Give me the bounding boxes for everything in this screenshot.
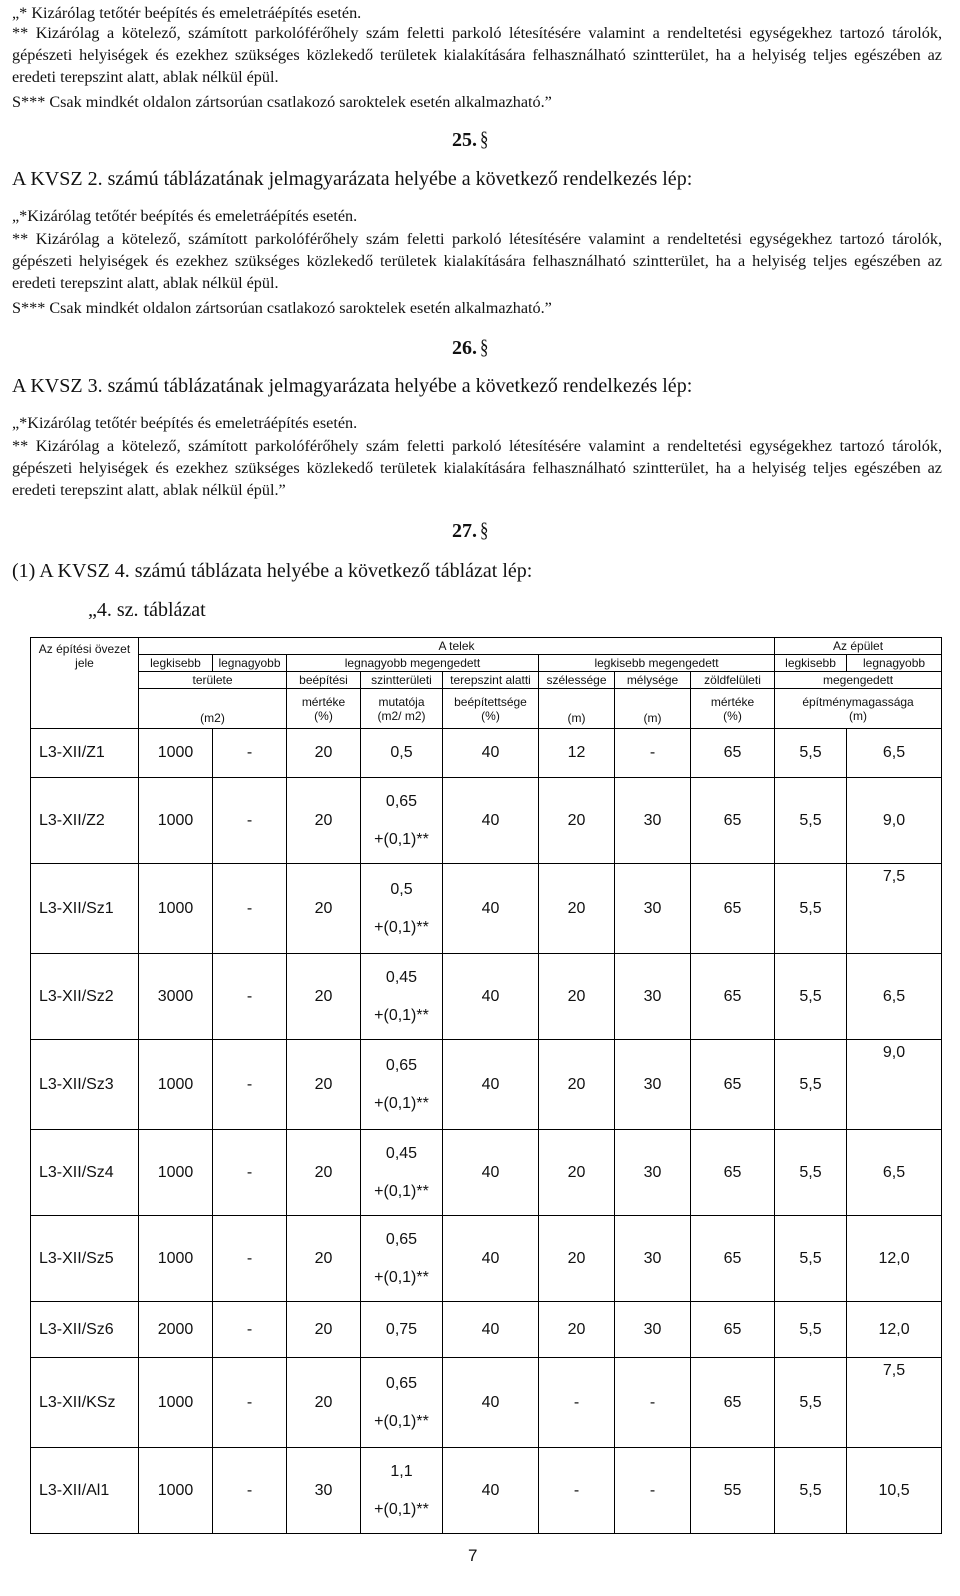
floor-area-ratio-cell [361,778,443,864]
max-area-cell: - [213,954,287,1040]
green-area-cell: 65 [691,778,775,864]
underground-ratio-cell: 40 [443,1448,539,1534]
s25-footnote-2: ** Kizárólag a kötelező, számított parkolóférőhely szám feletti parkoló létesítésére valamint a rendeltetési egységekhez tartozó tárolók, gépészeti helyiségek és ezekhez szükséges közlekedő területek kialakítására felhasználható szintterület, ha a helyiség teljes egészében az eredeti terepszint alatt, ablak nélkül épül. [12,230,942,292]
built-in-ratio-cell: 20 [287,778,361,864]
green-area-cell: 65 [691,729,775,778]
min-width-cell: - [539,1358,615,1448]
unit-underground: beépítettsége (%) [443,689,539,729]
min-height-cell: 5,5 [775,864,847,954]
section-27-heading: (1) A KVSZ 4. számú táblázata helyébe a következő táblázat lép: [12,560,533,582]
max-height-cell: 7,5 [847,864,942,954]
underground-ratio-cell: 40 [443,1040,539,1130]
header-largest-allowed: legnagyobb megengedett [287,655,539,672]
min-depth-cell: 30 [615,864,691,954]
max-area-cell: - [213,729,287,778]
min-height-cell: 5,5 [775,1216,847,1302]
min-area-cell: 1000 [139,864,213,954]
paragraph-sign-icon: § [480,518,489,542]
min-width-cell: 20 [539,778,615,864]
intro-footnote-1: „* Kizárólag tetőtér beépítés és emeletráépítés esetén. [12,4,362,22]
min-depth-cell: 30 [615,954,691,1040]
unit-green-area: mértéke (%) [691,689,775,729]
green-area-cell: 65 [691,864,775,954]
header-largest: legnagyobb [213,655,287,672]
unit-area: (m2) [139,689,287,729]
min-area-cell: 1000 [139,1216,213,1302]
floor-area-ratio-cell [361,1130,443,1216]
min-depth-cell: 30 [615,1040,691,1130]
min-height-cell: 5,5 [775,1040,847,1130]
min-depth-cell: - [615,729,691,778]
zone-code-cell: L3-XII/KSz [31,1358,139,1448]
min-width-cell: 12 [539,729,615,778]
min-width-cell: 20 [539,1040,615,1130]
max-height-cell: 10,5 [847,1448,942,1534]
unit-depth: (m) [615,689,691,729]
min-height-cell: 5,5 [775,1448,847,1534]
min-depth-cell: - [615,1358,691,1448]
header-smallest: legkisebb [139,655,213,672]
min-area-cell: 3000 [139,954,213,1040]
paragraph-sign-icon: § [480,127,489,151]
table-row [31,1040,942,1130]
underground-ratio-cell: 40 [443,1358,539,1448]
max-area-cell: - [213,1216,287,1302]
floor-area-ratio-cell [361,1358,443,1448]
table-row [31,864,942,954]
min-area-cell: 1000 [139,1358,213,1448]
built-in-ratio-cell: 20 [287,1302,361,1358]
zone-code-cell: L3-XII/Sz5 [31,1216,139,1302]
underground-ratio-cell: 40 [443,864,539,954]
floor-area-ratio-value: 1,1 [390,1462,413,1480]
max-area-cell: - [213,778,287,864]
floor-area-ratio-cell [361,1216,443,1302]
header-building: Az épület [775,638,942,655]
max-height-cell: 7,5 [847,1358,942,1448]
max-area-cell: - [213,1302,287,1358]
header-building-largest: legnagyobb [847,655,942,672]
table-row [31,1130,942,1216]
regulation-table [30,637,942,1534]
min-area-cell: 1000 [139,1448,213,1534]
max-height-cell: 9,0 [847,1040,942,1130]
green-area-cell: 65 [691,1130,775,1216]
header-zone-code: Az építési övezet jele [31,638,139,729]
unit-built-in: mértéke (%) [287,689,361,729]
header-building-smallest: legkisebb [775,655,847,672]
min-height-cell: 5,5 [775,729,847,778]
table-row [31,1448,942,1534]
built-in-ratio-cell: 20 [287,864,361,954]
built-in-ratio-cell: 20 [287,1358,361,1448]
max-height-cell: 12,0 [847,1216,942,1302]
s25-footnote-3: S*** Csak mindkét oldalon zártsorúan csatlakozó saroktelek esetén alkalmazható.” [12,299,552,317]
underground-ratio-cell: 40 [443,954,539,1040]
floor-area-ratio-cell [361,864,443,954]
min-depth-cell: 30 [615,778,691,864]
floor-area-ratio-cell: 0,5 [361,729,443,778]
green-area-cell: 65 [691,1358,775,1448]
min-width-cell: 20 [539,864,615,954]
max-height-cell: 9,0 [847,778,942,864]
section-27-number: 27. § [452,518,489,542]
header-green-area: zöldfelületi [691,672,775,689]
table-row [31,778,942,864]
max-area-cell: - [213,1448,287,1534]
zone-code-cell: L3-XII/Al1 [31,1448,139,1534]
section-26-heading: A KVSZ 3. számú táblázatának jelmagyarázata helyébe a következő rendelkezés lép: [12,375,693,397]
min-area-cell: 1000 [139,778,213,864]
underground-ratio-cell: 40 [443,1130,539,1216]
built-in-ratio-cell: 20 [287,1040,361,1130]
floor-area-ratio-value: 0,65 [385,1230,418,1248]
min-width-cell: 20 [539,954,615,1040]
max-area-cell: - [213,1130,287,1216]
min-depth-cell: - [615,1448,691,1534]
section-25-number: 25. § [452,127,489,151]
zone-code-cell: L3-XII/Sz4 [31,1130,139,1216]
max-height-cell: 6,5 [847,729,942,778]
section-25-heading: A KVSZ 2. számú táblázatának jelmagyarázata helyébe a következő rendelkezés lép: [12,168,693,190]
floor-area-bonus-value: +(0,1)** [374,830,429,848]
built-in-ratio-cell: 30 [287,1448,361,1534]
built-in-ratio-cell: 20 [287,729,361,778]
s26-footnote-2: ** Kizárólag a kötelező, számított parkolóférőhely szám feletti parkoló létesítésére valamint a rendeltetési egységekhez tartozó tárolók, gépészeti helyiségek és ezekhez szükséges közlekedő területek kialakítására felhasználható szintterület, ha a helyiség teljes egészében az eredeti terepszint alatt, ablak nélkül épül.” [12,437,942,499]
floor-area-bonus-value: +(0,1)** [374,1412,429,1430]
zone-code-cell: L3-XII/Z1 [31,729,139,778]
floor-area-bonus-value: +(0,1)** [374,1006,429,1024]
floor-area-ratio-value: 0,45 [385,1144,418,1162]
min-width-cell: 20 [539,1302,615,1358]
floor-area-bonus-value: +(0,1)** [374,1500,429,1518]
zone-code-cell: L3-XII/Sz3 [31,1040,139,1130]
section-26-number: 26. § [452,335,489,359]
max-area-cell: - [213,1040,287,1130]
min-area-cell: 1000 [139,1130,213,1216]
page-number: 7 [468,1546,478,1565]
floor-area-bonus-value: +(0,1)** [374,1094,429,1112]
green-area-cell: 65 [691,1040,775,1130]
header-depth: mélysége [615,672,691,689]
min-depth-cell: 30 [615,1216,691,1302]
floor-area-ratio-value: 0,5 [390,880,413,898]
s25-footnote-1: „*Kizárólag tetőtér beépítés és emeletráépítés esetén. [12,207,358,225]
min-width-cell: - [539,1448,615,1534]
min-area-cell: 1000 [139,729,213,778]
max-height-cell: 6,5 [847,954,942,1040]
max-area-cell: - [213,1358,287,1448]
underground-ratio-cell: 40 [443,729,539,778]
floor-area-ratio-cell [361,954,443,1040]
floor-area-ratio-cell [361,1040,443,1130]
floor-area-ratio-value: 0,65 [385,1056,418,1074]
built-in-ratio-cell: 20 [287,1216,361,1302]
paragraph-sign-icon: § [480,335,489,359]
underground-ratio-cell: 40 [443,1216,539,1302]
table-row [31,954,942,1040]
min-height-cell: 5,5 [775,954,847,1040]
built-in-ratio-cell: 20 [287,954,361,1040]
green-area-cell: 65 [691,954,775,1040]
header-floor-area: szintterületi [361,672,443,689]
min-height-cell: 5,5 [775,778,847,864]
header-area: területe [139,672,287,689]
green-area-cell: 65 [691,1216,775,1302]
min-width-cell: 20 [539,1130,615,1216]
zone-code-cell: L3-XII/Z2 [31,778,139,864]
unit-floor-area: mutatója (m2/ m2) [361,689,443,729]
floor-area-ratio-value: 0,65 [385,1374,418,1392]
table-title: „4. sz. táblázat [88,599,206,621]
zone-code-cell: L3-XII/Sz6 [31,1302,139,1358]
header-underground: terepszint alatti [443,672,539,689]
floor-area-ratio-cell: 0,75 [361,1302,443,1358]
min-area-cell: 1000 [139,1040,213,1130]
zone-code-cell: L3-XII/Sz2 [31,954,139,1040]
floor-area-ratio-value: 0,65 [385,792,418,810]
table-row [31,729,942,778]
max-area-cell: - [213,864,287,954]
floor-area-bonus-value: +(0,1)** [374,918,429,936]
min-height-cell: 5,5 [775,1130,847,1216]
floor-area-ratio-value: 0,45 [385,968,418,986]
max-height-cell: 12,0 [847,1302,942,1358]
header-width: szélessége [539,672,615,689]
max-height-cell: 6,5 [847,1130,942,1216]
table-row [31,1358,942,1448]
min-width-cell: 20 [539,1216,615,1302]
unit-building-height: építménymagassága (m) [775,689,942,729]
green-area-cell: 55 [691,1448,775,1534]
min-height-cell: 5,5 [775,1302,847,1358]
table-row [31,1302,942,1358]
min-depth-cell: 30 [615,1302,691,1358]
header-built-in: beépítési [287,672,361,689]
zone-code-cell: L3-XII/Sz1 [31,864,139,954]
unit-width: (m) [539,689,615,729]
floor-area-ratio-cell [361,1448,443,1534]
underground-ratio-cell: 40 [443,778,539,864]
intro-footnote-2: ** Kizárólag a kötelező, számított parkolóférőhely szám feletti parkoló létesítésére valamint a rendeltetési egységekhez tartozó tárolók, gépészeti helyiségek és ezekhez szükséges közlekedő területek kialakítására felhasználható szintterület, ha a helyiség teljes egészében az eredeti terepszint alatt, ablak nélkül épül. [12,24,942,86]
s26-footnote-1: „*Kizárólag tetőtér beépítés és emeletráépítés esetén. [12,414,358,432]
header-smallest-allowed: legkisebb megengedett [539,655,775,672]
header-plot: A telek [139,638,775,655]
min-depth-cell: 30 [615,1130,691,1216]
intro-footnote-3: S*** Csak mindkét oldalon zártsorúan csatlakozó saroktelek esetén alkalmazható.” [12,93,552,111]
header-allowed: megengedett [775,672,942,689]
min-height-cell: 5,5 [775,1358,847,1448]
built-in-ratio-cell: 20 [287,1130,361,1216]
green-area-cell: 65 [691,1302,775,1358]
underground-ratio-cell: 40 [443,1302,539,1358]
table-row [31,1216,942,1302]
floor-area-bonus-value: +(0,1)** [374,1268,429,1286]
floor-area-bonus-value: +(0,1)** [374,1182,429,1200]
min-area-cell: 2000 [139,1302,213,1358]
